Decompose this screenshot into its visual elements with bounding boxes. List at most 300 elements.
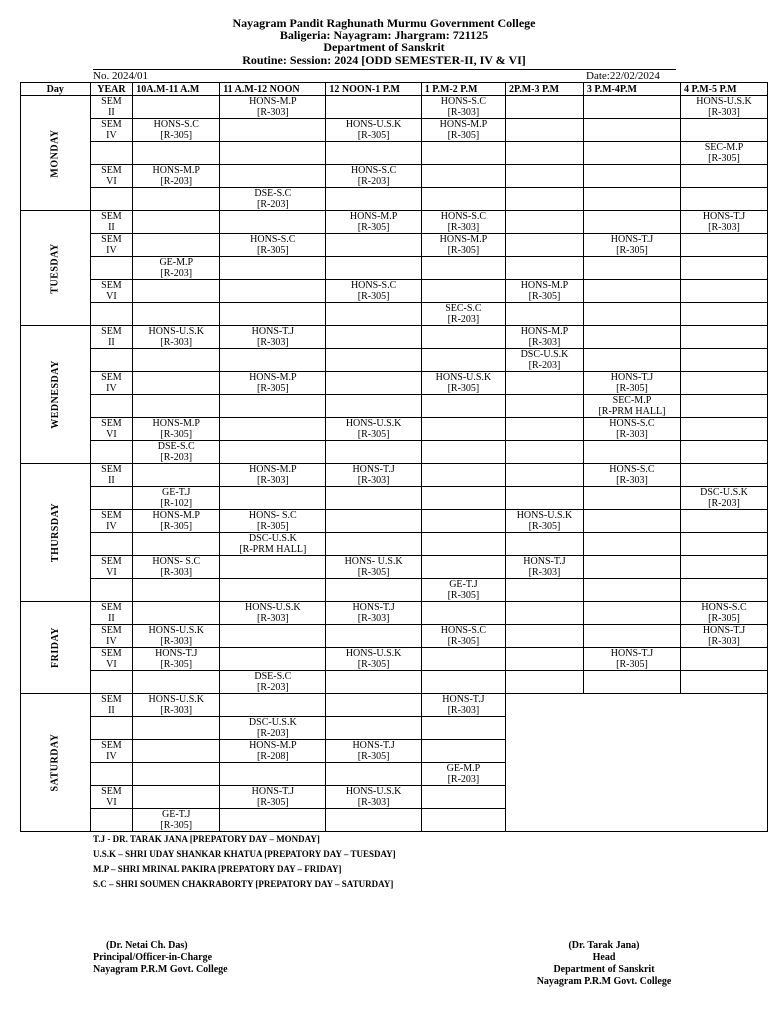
schedule-cell — [326, 648, 421, 671]
room-number: [R-305] — [708, 613, 740, 624]
class-code: SEM — [101, 602, 122, 613]
class-code: SEM — [101, 211, 122, 222]
room-number: [R-303] — [447, 705, 480, 716]
day-label: WEDNESDAY — [49, 360, 61, 429]
room-number: IV — [106, 383, 117, 394]
head-title: Head — [592, 952, 616, 963]
schedule-cell — [326, 533, 421, 556]
table-row — [21, 556, 768, 579]
class-code: SEC-M.P — [612, 395, 652, 406]
class-code: HONS-T.J — [442, 694, 485, 705]
schedule-cell — [326, 786, 421, 809]
year-cell — [90, 510, 133, 533]
schedule-cell — [133, 418, 220, 441]
schedule-cell — [326, 165, 421, 188]
schedule-cell — [133, 372, 220, 395]
room-number: [R-203] — [357, 176, 390, 187]
room-number: [R-303] — [357, 613, 390, 624]
room-number: [R-305] — [160, 429, 193, 440]
schedule-cell — [326, 717, 421, 740]
schedule-cell — [326, 602, 421, 625]
room-number: [R-PRM HALL] — [598, 406, 666, 417]
schedule-cell — [681, 510, 768, 533]
schedule-cell — [583, 372, 680, 395]
room-number: [R-305] — [357, 291, 390, 302]
schedule-cell — [326, 257, 421, 280]
schedule-cell — [133, 533, 220, 556]
schedule-cell — [506, 211, 584, 234]
schedule-cell — [220, 786, 326, 809]
principal-signature-block — [93, 940, 228, 976]
class-code: HONS-T.J — [352, 464, 395, 475]
schedule-cell — [681, 395, 768, 418]
table-row — [21, 188, 768, 211]
schedule-cell — [681, 556, 768, 579]
schedule-cell — [421, 165, 505, 188]
room-number: [R-305] — [357, 130, 390, 141]
schedule-cell — [681, 579, 768, 602]
schedule-cell — [681, 372, 768, 395]
schedule-cell — [133, 510, 220, 533]
schedule-cell — [506, 648, 584, 671]
schedule-cell — [506, 142, 584, 165]
schedule-cell — [506, 533, 584, 556]
column-header: 2P.M-3 P.M — [506, 83, 584, 96]
schedule-cell — [421, 395, 505, 418]
room-number: [R-303] — [160, 705, 193, 716]
class-code: SEM — [101, 648, 122, 659]
schedule-cell — [326, 809, 421, 832]
schedule-cell — [681, 165, 768, 188]
college-name: Nayagram Pandit Raghunath Murmu Government College — [232, 16, 536, 30]
schedule-cell — [326, 142, 421, 165]
table-row — [21, 303, 768, 326]
room-number: [R-203] — [256, 728, 289, 739]
class-code: HONS-T.J — [702, 625, 746, 636]
room-number: [R-303] — [616, 475, 648, 486]
room-number: II — [108, 475, 115, 486]
room-number: [R-305] — [256, 383, 289, 394]
schedule-cell — [421, 418, 505, 441]
year-cell — [90, 464, 133, 487]
room-number: [R-303] — [447, 107, 480, 118]
schedule-cell — [220, 395, 326, 418]
schedule-cell — [421, 786, 505, 809]
schedule-cell — [681, 303, 768, 326]
class-code: DSC-U.S.K — [520, 349, 569, 360]
schedule-cell — [421, 303, 505, 326]
column-header: 3 P.M-4P.M — [583, 83, 680, 96]
class-code: HONS-M.P — [439, 119, 488, 130]
year-cell — [90, 441, 133, 464]
class-code: SEM — [101, 372, 122, 383]
class-code: SEM — [101, 280, 122, 291]
class-code: HONS-S.C — [153, 119, 199, 130]
room-number: [R-305] — [616, 245, 648, 256]
class-code: SEM — [101, 740, 122, 751]
table-row — [21, 648, 768, 671]
class-code: GE-T.J — [162, 487, 191, 498]
room-number: II — [108, 705, 115, 716]
class-code: HONS-S.C — [440, 211, 487, 222]
schedule-cell — [220, 96, 326, 119]
day-cell — [21, 211, 91, 326]
schedule-cell — [326, 464, 421, 487]
year-cell — [90, 303, 133, 326]
room-number: [R-303] — [160, 636, 193, 647]
schedule-cell — [583, 533, 680, 556]
class-code: SEM — [101, 786, 122, 797]
room-number: [R-305] — [256, 521, 289, 532]
room-number: [R-203] — [256, 199, 289, 210]
class-code: SEM — [101, 326, 122, 337]
table-row — [21, 579, 768, 602]
routine-table — [20, 82, 768, 832]
class-code: HONS-S.C — [701, 602, 747, 613]
schedule-cell — [681, 142, 768, 165]
schedule-cell — [421, 671, 505, 694]
column-header: 4 P.M-5 P.M — [681, 83, 768, 96]
schedule-cell — [326, 188, 421, 211]
schedule-cell — [133, 349, 220, 372]
schedule-cell — [220, 763, 326, 786]
schedule-cell — [506, 464, 584, 487]
schedule-cell — [681, 418, 768, 441]
column-header: 11 A.M-12 NOON — [220, 83, 326, 96]
schedule-cell — [583, 602, 680, 625]
table-row — [21, 671, 768, 694]
room-number: [R-303] — [357, 475, 390, 486]
schedule-cell — [681, 671, 768, 694]
column-header: YEAR — [90, 83, 133, 96]
class-code: HONS-M.P — [152, 418, 200, 429]
schedule-cell — [421, 740, 505, 763]
room-number: [R-305] — [357, 429, 390, 440]
schedule-cell — [583, 579, 680, 602]
schedule-cell — [326, 326, 421, 349]
schedule-cell — [506, 418, 584, 441]
class-code: HONS-U.S.K — [148, 625, 205, 636]
schedule-cell — [421, 257, 505, 280]
class-code: HONS-S.C — [350, 165, 397, 176]
schedule-cell — [326, 510, 421, 533]
schedule-cell — [681, 96, 768, 119]
schedule-cell — [583, 464, 680, 487]
schedule-cell — [421, 349, 505, 372]
class-code: HONS-S.C — [440, 625, 487, 636]
schedule-cell — [583, 418, 680, 441]
room-number: VI — [106, 797, 117, 808]
schedule-cell — [220, 487, 326, 510]
room-number: [R-102] — [160, 498, 193, 509]
schedule-cell — [506, 119, 584, 142]
year-cell — [90, 257, 133, 280]
schedule-cell — [681, 211, 768, 234]
schedule-cell — [421, 96, 505, 119]
schedule-cell — [220, 556, 326, 579]
class-code: HONS-S.C — [440, 96, 487, 107]
schedule-cell — [220, 165, 326, 188]
routine-title: Routine: Session: 2024 [ODD SEMESTER-II, IV & VI] — [242, 53, 526, 67]
schedule-cell — [583, 349, 680, 372]
notice-number: No. 2024/01 — [93, 70, 148, 82]
year-cell — [90, 671, 133, 694]
schedule-cell — [326, 119, 421, 142]
schedule-cell — [421, 234, 505, 257]
year-cell — [90, 326, 133, 349]
schedule-cell — [220, 602, 326, 625]
class-code: HONS-T.J — [251, 326, 294, 337]
room-number: [R-305] — [160, 659, 193, 670]
room-number: II — [108, 337, 115, 348]
schedule-cell — [220, 418, 326, 441]
room-number: [R-305] — [160, 820, 193, 831]
schedule-cell — [583, 303, 680, 326]
schedule-cell — [220, 740, 326, 763]
schedule-cell — [326, 487, 421, 510]
class-code: SEC-S.C — [445, 303, 482, 314]
table-row — [21, 142, 768, 165]
class-code: HONS- S.C — [152, 556, 201, 567]
room-number: IV — [106, 636, 117, 647]
schedule-cell — [220, 809, 326, 832]
schedule-cell — [220, 510, 326, 533]
table-row — [21, 211, 768, 234]
schedule-cell — [583, 211, 680, 234]
schedule-cell — [220, 280, 326, 303]
schedule-cell — [583, 648, 680, 671]
schedule-cell — [133, 165, 220, 188]
schedule-cell — [326, 211, 421, 234]
table-row — [21, 326, 768, 349]
schedule-cell — [220, 464, 326, 487]
room-number: [R-305] — [447, 636, 480, 647]
year-cell — [90, 625, 133, 648]
room-number: [R-203] — [528, 360, 561, 371]
schedule-cell — [506, 96, 584, 119]
schedule-cell — [326, 395, 421, 418]
schedule-cell — [133, 142, 220, 165]
schedule-cell — [220, 349, 326, 372]
table-row — [21, 257, 768, 280]
class-code: SEM — [101, 556, 122, 567]
schedule-cell — [681, 487, 768, 510]
schedule-cell — [326, 556, 421, 579]
schedule-cell — [421, 464, 505, 487]
table-row — [21, 280, 768, 303]
table-row — [21, 510, 768, 533]
schedule-cell — [133, 625, 220, 648]
class-code: HONS-M.P — [152, 510, 200, 521]
schedule-cell — [326, 625, 421, 648]
schedule-cell — [220, 326, 326, 349]
schedule-cell — [421, 717, 505, 740]
schedule-cell — [133, 717, 220, 740]
class-code: HONS-U.S.K — [345, 648, 402, 659]
year-cell — [90, 165, 133, 188]
schedule-cell — [583, 671, 680, 694]
schedule-cell — [220, 188, 326, 211]
year-cell — [90, 280, 133, 303]
class-code: DSC-U.S.K — [248, 717, 297, 728]
room-number: II — [108, 222, 115, 233]
year-cell — [90, 372, 133, 395]
class-code: HONS-T.J — [610, 372, 654, 383]
schedule-cell — [133, 487, 220, 510]
schedule-cell — [506, 326, 584, 349]
class-code: HONS-U.S.K — [148, 326, 205, 337]
room-number: IV — [106, 130, 117, 141]
table-row — [21, 602, 768, 625]
schedule-cell — [326, 694, 421, 717]
schedule-cell — [681, 464, 768, 487]
header-row — [21, 83, 768, 96]
class-code: SEM — [101, 510, 122, 521]
table-row — [21, 441, 768, 464]
day-cell — [21, 96, 91, 211]
schedule-cell — [583, 280, 680, 303]
class-code: HONS-U.S.K — [245, 602, 301, 613]
schedule-cell — [506, 303, 584, 326]
schedule-cell — [220, 372, 326, 395]
year-cell — [90, 211, 133, 234]
schedule-cell — [326, 579, 421, 602]
schedule-cell — [133, 464, 220, 487]
schedule-cell — [681, 257, 768, 280]
schedule-cell — [326, 372, 421, 395]
table-row — [21, 234, 768, 257]
schedule-cell — [220, 441, 326, 464]
schedule-cell — [583, 326, 680, 349]
room-number: [R-303] — [447, 222, 480, 233]
class-code: SEM — [101, 694, 122, 705]
schedule-cell — [421, 533, 505, 556]
faculty-legend — [93, 834, 396, 894]
schedule-cell — [133, 763, 220, 786]
schedule-cell — [133, 740, 220, 763]
class-code: SEC-M.P — [704, 142, 744, 153]
class-code: HONS-M.P — [249, 740, 297, 751]
schedule-cell — [506, 349, 584, 372]
column-header: Day — [21, 83, 91, 96]
room-number: [R-303] — [256, 475, 289, 486]
schedule-cell — [506, 234, 584, 257]
principal-college: Nayagram P.R.M Govt. College — [93, 964, 228, 975]
day-label: MONDAY — [49, 128, 61, 178]
schedule-cell — [220, 257, 326, 280]
year-cell — [90, 418, 133, 441]
room-number: [R-303] — [357, 797, 390, 808]
class-code: HONS-U.S.K — [696, 96, 752, 107]
legend-item: M.P – SHRI MRINAL PAKIRA [PREPATORY DAY – FRIDAY] — [93, 864, 342, 874]
schedule-cell — [681, 119, 768, 142]
schedule-cell — [506, 487, 584, 510]
schedule-cell — [421, 188, 505, 211]
room-number: [R-305] — [256, 797, 289, 808]
schedule-cell — [133, 234, 220, 257]
schedule-cell — [133, 441, 220, 464]
principal-title: Principal/Officer-in-Charge — [93, 952, 213, 963]
schedule-cell — [220, 694, 326, 717]
schedule-cell — [133, 671, 220, 694]
schedule-cell — [326, 740, 421, 763]
room-number: VI — [106, 567, 117, 578]
schedule-cell — [506, 257, 584, 280]
year-cell — [90, 487, 133, 510]
class-code: HONS-S.C — [609, 464, 655, 475]
schedule-cell — [220, 625, 326, 648]
schedule-cell — [220, 717, 326, 740]
schedule-cell — [133, 395, 220, 418]
room-number: IV — [106, 521, 117, 532]
schedule-cell — [326, 349, 421, 372]
schedule-cell — [583, 441, 680, 464]
room-number: [R-208] — [256, 751, 289, 762]
day-cell — [21, 602, 91, 694]
class-code: HONS-U.S.K — [516, 510, 573, 521]
schedule-cell — [421, 694, 505, 717]
class-code: HONS-S.C — [350, 280, 397, 291]
schedule-cell — [326, 96, 421, 119]
schedule-cell — [326, 303, 421, 326]
year-cell — [90, 694, 133, 717]
room-number: IV — [106, 751, 117, 762]
schedule-cell — [681, 648, 768, 671]
year-cell — [90, 763, 133, 786]
class-code: HONS-T.J — [523, 556, 566, 567]
class-code: GE-T.J — [449, 579, 478, 590]
schedule-cell — [583, 395, 680, 418]
class-code: SEM — [101, 119, 122, 130]
schedule-cell — [133, 694, 220, 717]
room-number: [R-305] — [447, 383, 480, 394]
schedule-cell — [421, 211, 505, 234]
schedule-cell — [583, 257, 680, 280]
schedule-cell — [133, 326, 220, 349]
room-number: VI — [106, 659, 117, 670]
legend-item: T.J - DR. TARAK JANA [PREPATORY DAY – MONDAY] — [93, 834, 320, 844]
table-row — [21, 349, 768, 372]
day-label: THURSDAY — [49, 502, 61, 563]
class-code: HONS-M.P — [152, 165, 200, 176]
class-code: HONS-U.S.K — [345, 418, 402, 429]
schedule-cell — [326, 671, 421, 694]
schedule-cell — [421, 510, 505, 533]
schedule-cell — [326, 418, 421, 441]
class-code: DSE-S.C — [157, 441, 195, 452]
column-header: 12 NOON-1 P.M — [326, 83, 421, 96]
year-cell — [90, 119, 133, 142]
schedule-cell — [421, 280, 505, 303]
room-number: [R-303] — [708, 636, 740, 647]
class-code: SEM — [101, 625, 122, 636]
class-code: HONS-T.J — [352, 602, 395, 613]
year-cell — [90, 533, 133, 556]
table-row — [21, 165, 768, 188]
class-code: DSC-U.S.K — [700, 487, 748, 498]
class-code: GE-M.P — [446, 763, 481, 774]
schedule-cell — [421, 579, 505, 602]
schedule-cell — [583, 119, 680, 142]
schedule-cell — [681, 441, 768, 464]
day-cell — [21, 694, 91, 832]
schedule-cell — [583, 188, 680, 211]
class-code: HONS-M.P — [439, 234, 488, 245]
schedule-cell — [681, 349, 768, 372]
schedule-cell — [133, 602, 220, 625]
schedule-cell — [583, 234, 680, 257]
column-header: 1 P.M-2 P.M — [421, 83, 505, 96]
